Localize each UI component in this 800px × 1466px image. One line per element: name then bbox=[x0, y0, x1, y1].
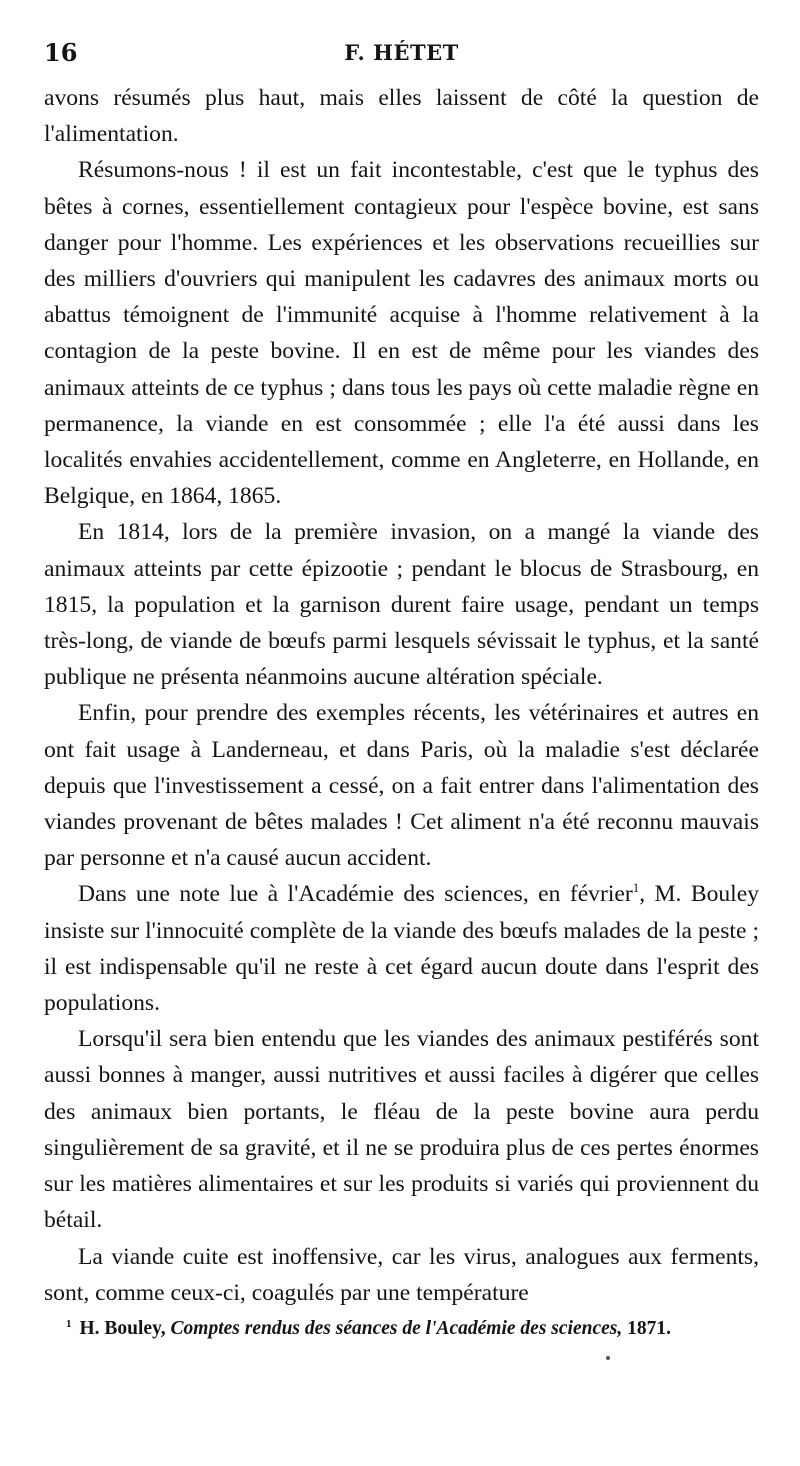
paragraph-pestiferes: Lorsqu'il sera bien entendu que les viandes des animaux pestiférés sont aussi bonnes à manger, aussi nutritives et aussi faciles à digérer que celles des animaux bien portants, le fléau de la peste bovine aura perdu singulièrement de sa gravité, et il ne se produira plus de ces pertes énormes sur les matières alimentaires et sur les produits si variés qui proviennent du bétail. bbox=[44, 1026, 759, 1234]
paragraph-bouley-note bbox=[44, 876, 759, 1021]
footnote bbox=[44, 1318, 759, 1340]
paragraph-1814-invasion: En 1814, lors de la première invasion, on a mangé la viande des animaux atteints par cette épizootie ; pendant le blocus de Strasbourg, en 1815, la population et la garnison durent faire usage, pendant un temps très-long, de viande de bœufs parmi lesquels sévissait le typhus, et la santé publique ne présenta néanmoins aucune altération spéciale. bbox=[44, 519, 759, 691]
paragraph-recent-examples: Enfin, pour prendre des exemples récents, les vétérinaires et autres en ont fait usage à Landerneau, et dans Paris, où la maladie s'est déclarée depuis que l'investissement a cessé, on a fait entrer dans l'alimentation des viandes provenant de bêtes malades ! Cet aliment n'a été reconnu mauvais par personne et n'a causé aucun accident. bbox=[44, 700, 759, 872]
ink-speck bbox=[606, 1356, 610, 1360]
bouley-note-text-after: , M. Bouley insiste sur l'innocuité complète de la viande des bœufs malades de la peste ; il est indispensable qu'il ne reste à cet égard aucun doute dans l'esprit des populations. bbox=[44, 881, 759, 1017]
body-text bbox=[44, 80, 759, 1311]
footnote-author: H. Bouley, bbox=[79, 1318, 166, 1339]
footnote-year: 1871. bbox=[627, 1318, 671, 1339]
running-head: F. HÉTET bbox=[344, 40, 459, 65]
bouley-note-text: Dans une note lue à l'Académie des sciences, en février bbox=[78, 881, 633, 908]
paragraph-typhus-summary: Résumons-nous ! il est un fait incontestable, c'est que le typhus des bêtes à cornes, essentiellement contagieux pour l'espèce bovine, est sans danger pour l'homme. Les expériences et les observations recueillies sur des milliers d'ouvriers qui manipulent les cadavres des animaux morts ou abattus témoignent de l'immunité acquise à l'homme relativement à la contagion de la peste bovine. Il en est de même pour les viandes des animaux atteints de ce typhus ; dans tous les pays où cette maladie règne en permanence, la viande en est consommée ; elle l'a été aussi dans les localités envahies accidentellement, comme en Angleterre, en Hollande, en Belgique, en 1864, 1865. bbox=[44, 157, 759, 510]
footnote-ref: 1 bbox=[632, 880, 640, 896]
footnote-title: Comptes rendus des séances de l'Académie des sciences, bbox=[170, 1318, 623, 1339]
paragraph-cooked-meat: La viande cuite est inoffensive, car les virus, analogues aux ferments, sont, comme ceux-ci, coagulés par une température bbox=[44, 1243, 759, 1306]
page-number: 16 bbox=[44, 38, 78, 67]
page-header bbox=[44, 38, 759, 78]
footnote-mark: 1 bbox=[66, 1318, 72, 1330]
paragraph-continuation: avons résumés plus haut, mais elles laissent de côté la question de l'alimentation. bbox=[44, 85, 759, 148]
